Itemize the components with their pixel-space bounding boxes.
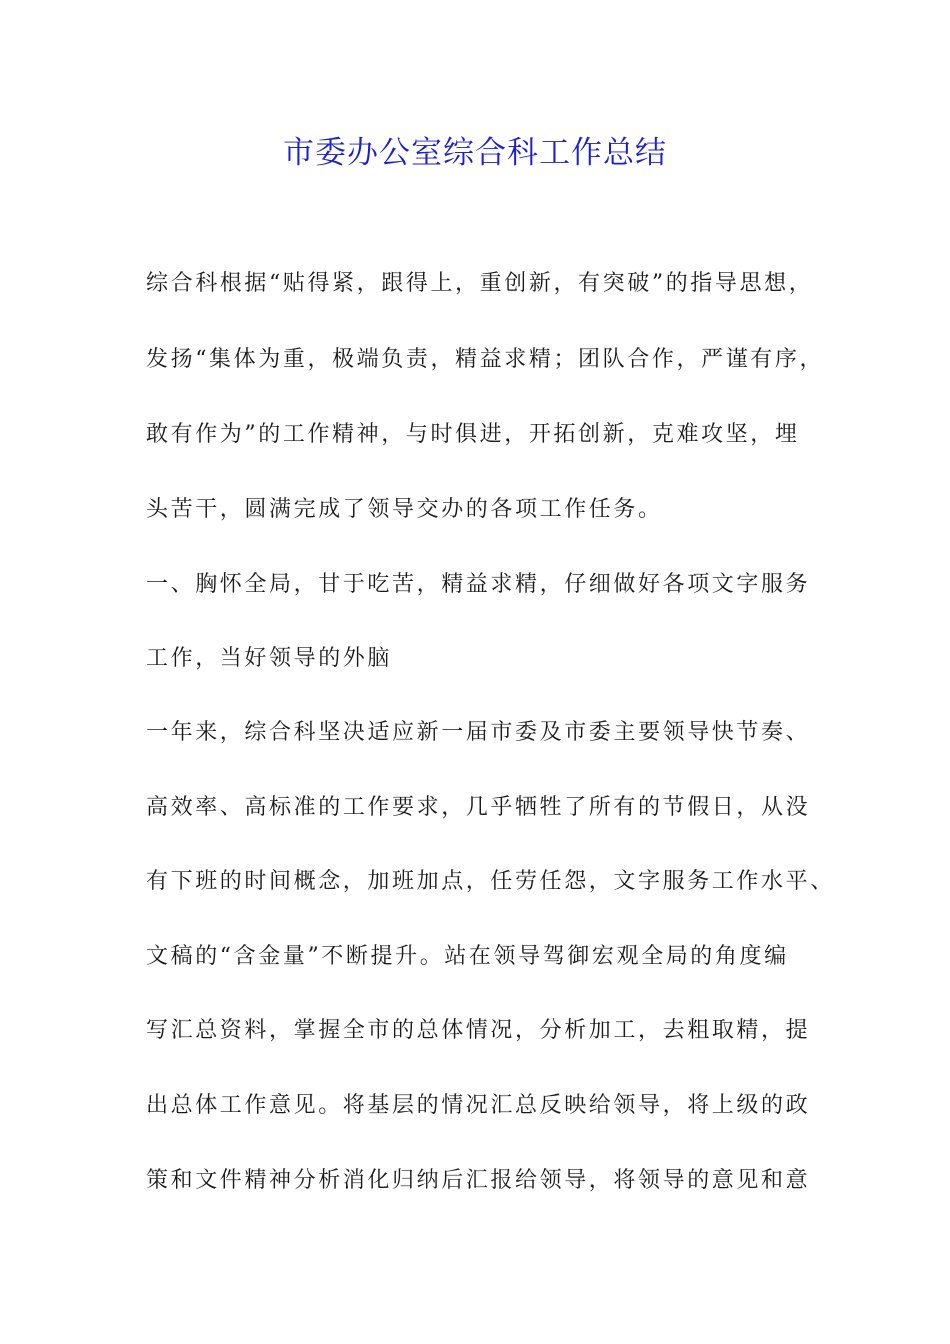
body-line: 高效率、高标准的工作要求，几乎牺牲了所有的节假日，从没 <box>146 795 811 820</box>
document-title: 市委办公室综合科工作总结 <box>283 135 667 171</box>
body-line: 综合科根据“贴得紧，跟得上，重创新，有突破”的指导思想， <box>146 271 814 296</box>
body-line: 一年来，综合科坚决适应新一届市委及市委主要领导快节奏、 <box>146 720 811 745</box>
body-line: 头苦干，圆满完成了领导交办的各项工作任务。 <box>146 497 663 522</box>
body-line: 有下班的时间概念，加班加点，任劳任怨，文字服务工作水平、 <box>146 869 835 894</box>
body-line: 策和文件精神分析消化归纳后汇报给领导，将领导的意见和意 <box>146 1168 811 1193</box>
body-line: 写汇总资料，掌握全市的总体情况，分析加工，去粗取精，提 <box>146 1018 811 1043</box>
body-line: 文稿的“含金量”不断提升。站在领导驾御宏观全局的角度编 <box>146 944 789 969</box>
body-line: 出总体工作意见。将基层的情况汇总反映给领导，将上级的政 <box>146 1093 811 1118</box>
body-line: 发扬“集体为重，极端负责，精益求精；团队合作，严谨有序， <box>146 347 825 372</box>
section-heading-line: 一、胸怀全局，甘于吃苦，精益求精，仔细做好各项文字服务 <box>146 572 811 597</box>
section-heading-line: 工作，当好领导的外脑 <box>146 646 393 671</box>
body-line: 敢有作为”的工作精神，与时俱进，开拓创新，克难攻坚，埋 <box>146 422 800 447</box>
